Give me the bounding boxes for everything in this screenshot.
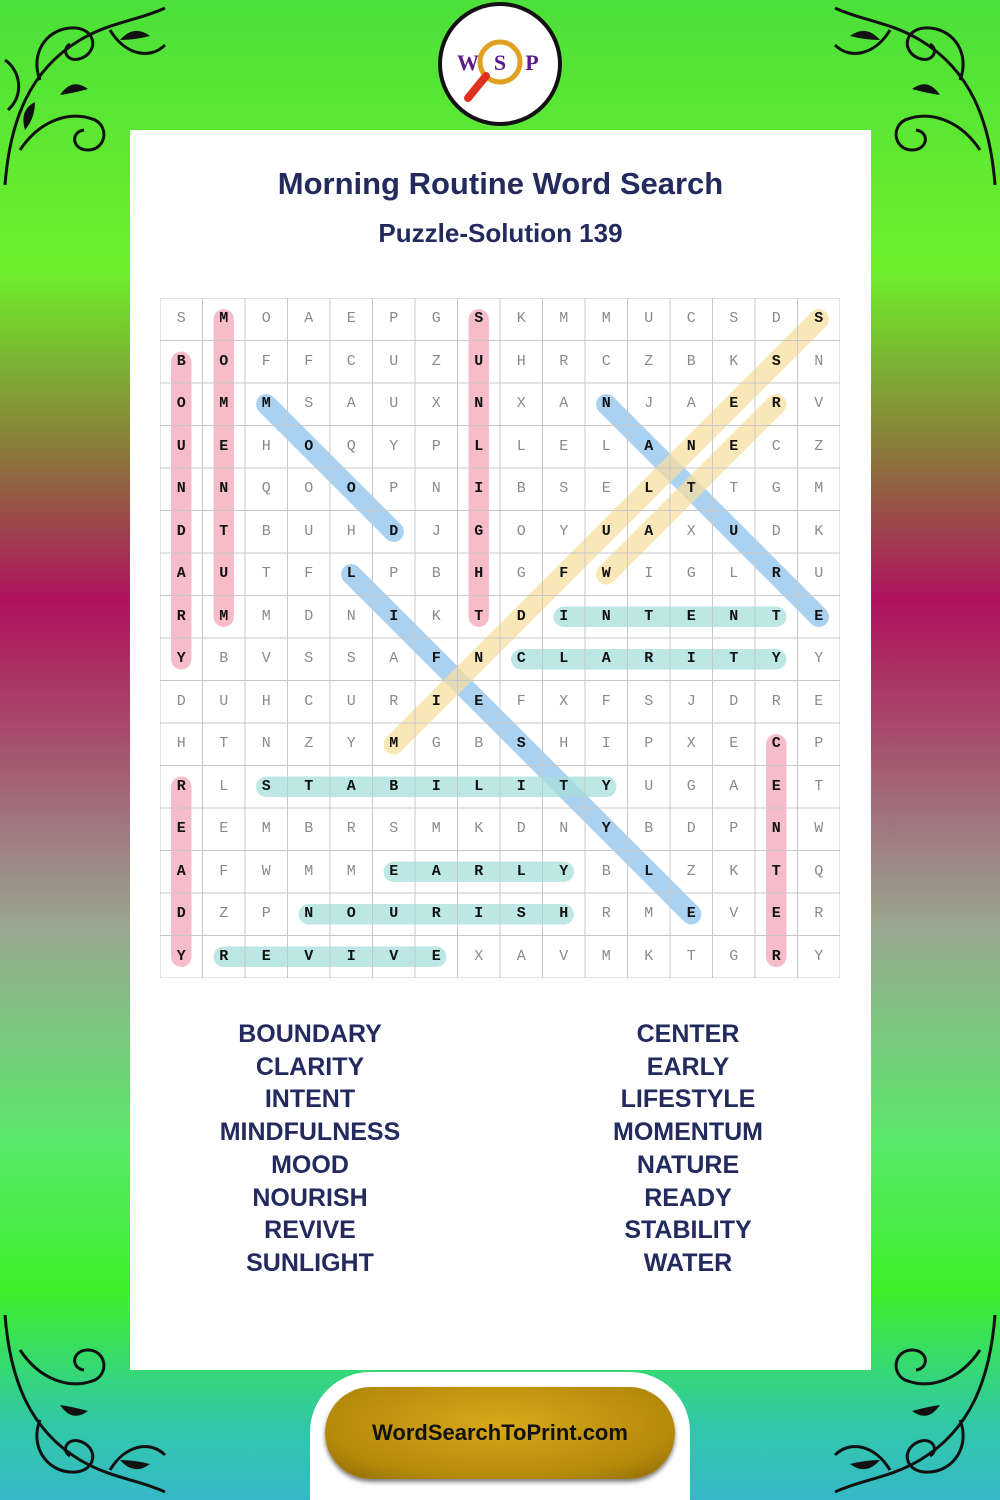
word-list-right: [503, 1018, 873, 1280]
grid-cell[interactable]: F: [219, 862, 229, 880]
grid-cell[interactable]: R: [176, 777, 186, 795]
word-list-item: EARLY: [646, 1052, 730, 1081]
grid-cell[interactable]: C: [771, 437, 781, 455]
grid-cell[interactable]: A: [729, 777, 739, 795]
grid-cell[interactable]: N: [771, 820, 781, 837]
grid-cell[interactable]: S: [389, 820, 399, 837]
grid-cell[interactable]: E: [346, 310, 356, 327]
grid-cell[interactable]: L: [516, 862, 526, 880]
grid-cell[interactable]: T: [729, 480, 739, 497]
grid-cell[interactable]: O: [304, 437, 314, 455]
grid-cell[interactable]: H: [261, 437, 271, 455]
grid-cell[interactable]: E: [686, 607, 696, 625]
grid-cell[interactable]: M: [261, 607, 271, 625]
grid-cell[interactable]: E: [771, 777, 781, 795]
grid-cell[interactable]: J: [686, 692, 696, 710]
grid-cell[interactable]: I: [346, 947, 356, 965]
grid-cell[interactable]: E: [686, 905, 696, 922]
grid-cell[interactable]: N: [601, 607, 611, 625]
grid-cell[interactable]: H: [559, 735, 569, 752]
grid-cell[interactable]: U: [389, 905, 399, 922]
grid-cell[interactable]: K: [814, 522, 824, 540]
grid-cell[interactable]: C: [516, 650, 526, 667]
grid-cell[interactable]: N: [346, 607, 356, 625]
grid-cell[interactable]: A: [431, 862, 441, 880]
grid-cell[interactable]: V: [261, 650, 271, 667]
grid-cell[interactable]: S: [729, 310, 739, 327]
grid-cell[interactable]: N: [431, 480, 441, 497]
grid-cell[interactable]: G: [686, 565, 696, 582]
grid-cell[interactable]: M: [644, 905, 654, 922]
grid-cell[interactable]: U: [644, 310, 654, 327]
grid-cell[interactable]: Z: [686, 862, 696, 880]
grid-cell[interactable]: I: [474, 905, 484, 922]
grid-cell[interactable]: F: [516, 692, 526, 710]
grid-cell[interactable]: G: [474, 522, 484, 540]
word-list-item: MOMENTUM: [613, 1118, 763, 1147]
grid-cell[interactable]: E: [474, 692, 484, 710]
grid-cell[interactable]: D: [686, 820, 696, 837]
word-list-item: NATURE: [636, 1150, 740, 1179]
grid-cell[interactable]: O: [176, 395, 186, 412]
grid-cell[interactable]: T: [771, 862, 781, 880]
grid-cell[interactable]: L: [559, 650, 569, 667]
grid-cell[interactable]: M: [559, 310, 569, 327]
grid-cell[interactable]: P: [389, 480, 399, 497]
grid-cell[interactable]: D: [729, 692, 739, 710]
grid-cell[interactable]: D: [771, 522, 781, 540]
word-search-grid: [160, 298, 840, 978]
grid-cell[interactable]: U: [729, 522, 739, 540]
grid-cell[interactable]: D: [176, 522, 186, 540]
grid-cell[interactable]: E: [601, 480, 611, 497]
grid-cell[interactable]: M: [261, 820, 271, 837]
grid-cell[interactable]: L: [474, 777, 484, 795]
grid-cell[interactable]: N: [559, 820, 569, 837]
magnifier-icon: [442, 6, 558, 122]
grid-cell[interactable]: N: [474, 650, 484, 667]
grid-cell[interactable]: Y: [771, 650, 781, 667]
grid-cell[interactable]: U: [346, 692, 356, 710]
grid-cell[interactable]: V: [389, 947, 399, 965]
grid-cell[interactable]: Y: [176, 947, 186, 965]
grid-cell[interactable]: T: [559, 777, 569, 795]
grid-cell[interactable]: P: [389, 565, 399, 582]
grid-cell[interactable]: B: [304, 820, 314, 837]
grid-cell[interactable]: M: [389, 735, 399, 752]
grid-cell[interactable]: H: [559, 905, 569, 922]
grid-cell[interactable]: R: [601, 905, 611, 922]
word-list-item: STABILITY: [624, 1216, 752, 1245]
grid-cell[interactable]: I: [516, 777, 526, 795]
grid-cell[interactable]: R: [389, 692, 399, 710]
grid-cell[interactable]: O: [304, 480, 314, 497]
grid-cell[interactable]: I: [431, 692, 441, 710]
grid-cell[interactable]: U: [644, 777, 654, 795]
grid-cell[interactable]: B: [601, 862, 611, 880]
grid-cell[interactable]: K: [729, 862, 739, 880]
grid-cell[interactable]: H: [176, 735, 186, 752]
grid-cell[interactable]: W: [261, 862, 271, 880]
word-list-item: NOURISH: [252, 1183, 368, 1212]
grid-cell[interactable]: M: [346, 862, 356, 880]
grid-cell[interactable]: S: [176, 310, 186, 327]
puzzle-card: [130, 130, 871, 1370]
grid-cell[interactable]: K: [644, 947, 654, 965]
grid-cell[interactable]: D: [516, 607, 526, 625]
grid-cell[interactable]: D: [516, 820, 526, 837]
grid-cell[interactable]: W: [814, 820, 824, 837]
grid-cell[interactable]: R: [771, 565, 781, 582]
grid-cell[interactable]: G: [516, 565, 526, 582]
grid-cell[interactable]: M: [601, 947, 611, 965]
grid-cell[interactable]: T: [729, 650, 739, 667]
grid-cell[interactable]: Y: [559, 862, 569, 880]
grid-cell[interactable]: Z: [814, 437, 824, 455]
grid-cell[interactable]: N: [474, 395, 484, 412]
word-list-item: WATER: [643, 1248, 733, 1277]
word-list-item: CENTER: [636, 1020, 740, 1048]
grid-cell[interactable]: A: [686, 395, 696, 412]
grid-cell[interactable]: I: [389, 607, 399, 625]
word-list-left: [125, 1018, 495, 1280]
grid-cell[interactable]: S: [304, 650, 314, 667]
grid-cell[interactable]: M: [431, 820, 441, 837]
grid-cell[interactable]: R: [346, 820, 356, 837]
grid-cell[interactable]: Z: [644, 352, 654, 370]
grid-cell[interactable]: N: [601, 395, 611, 412]
grid-cell[interactable]: B: [686, 352, 696, 370]
grid-cell[interactable]: N: [814, 352, 824, 370]
grid-cell[interactable]: X: [686, 735, 696, 752]
grid-cell[interactable]: A: [389, 650, 399, 667]
word-list-item: BOUNDARY: [238, 1020, 382, 1048]
word-list-item: READY: [644, 1183, 732, 1212]
grid-cell[interactable]: S: [346, 650, 356, 667]
grid-cell[interactable]: M: [601, 310, 611, 327]
grid-cell[interactable]: U: [389, 352, 399, 370]
grid-cell[interactable]: G: [729, 947, 739, 965]
grid-cell[interactable]: S: [516, 735, 526, 752]
grid-cell[interactable]: H: [346, 522, 356, 540]
grid-cell[interactable]: Z: [431, 352, 441, 370]
grid-cell[interactable]: A: [304, 310, 314, 327]
grid-cell[interactable]: J: [431, 522, 441, 540]
grid-cell[interactable]: Y: [346, 735, 356, 752]
grid-cell[interactable]: E: [176, 820, 186, 837]
grid-cell[interactable]: M: [814, 480, 824, 497]
grid-cell[interactable]: I: [601, 735, 611, 752]
grid-cell[interactable]: R: [644, 650, 654, 667]
grid-cell[interactable]: R: [814, 905, 824, 922]
grid-cell[interactable]: B: [219, 650, 229, 667]
grid-cell[interactable]: Y: [601, 777, 611, 795]
grid-cell[interactable]: F: [304, 352, 314, 370]
grid-cell[interactable]: J: [644, 395, 654, 412]
grid-cell[interactable]: B: [644, 820, 654, 837]
word-list-item: SUNLIGHT: [246, 1248, 374, 1277]
grid-cell[interactable]: E: [219, 437, 229, 455]
grid-cell[interactable]: R: [771, 395, 781, 412]
logo-letter-p: P: [525, 50, 539, 75]
grid-cell[interactable]: F: [431, 650, 441, 667]
grid-cell[interactable]: I: [686, 650, 696, 667]
logo-letter-w: W: [457, 50, 479, 75]
grid-cell[interactable]: O: [261, 310, 271, 327]
grid-cell[interactable]: L: [474, 437, 484, 455]
grid-cell[interactable]: V: [729, 905, 739, 922]
grid-cell[interactable]: P: [261, 905, 271, 922]
logo-letter-s: S: [493, 50, 507, 75]
grid-cell[interactable]: B: [431, 565, 441, 582]
grid-cell[interactable]: C: [304, 692, 314, 710]
grid-cell[interactable]: N: [261, 735, 271, 752]
grid-cell[interactable]: G: [431, 310, 441, 327]
grid-cell[interactable]: E: [729, 735, 739, 752]
grid-cell[interactable]: H: [474, 565, 484, 582]
grid-cell[interactable]: R: [176, 607, 186, 625]
grid-cell[interactable]: F: [601, 692, 611, 710]
grid-cell[interactable]: R: [559, 352, 569, 370]
grid-cell[interactable]: T: [686, 480, 696, 497]
grid-cell[interactable]: S: [644, 692, 654, 710]
word-list-item: REVIVE: [264, 1216, 356, 1245]
grid-cell[interactable]: M: [219, 310, 229, 327]
grid-cell[interactable]: D: [176, 692, 186, 710]
grid-cell[interactable]: F: [261, 352, 271, 370]
grid-cell[interactable]: L: [601, 437, 611, 455]
page-title: Morning Routine Word Search: [277, 166, 724, 201]
grid-cell[interactable]: N: [304, 905, 314, 922]
grid-cell[interactable]: G: [686, 777, 696, 795]
grid-cell[interactable]: E: [814, 692, 824, 710]
grid-cell[interactable]: I: [474, 480, 484, 497]
grid-cell[interactable]: T: [219, 735, 229, 752]
grid-cell[interactable]: D: [304, 607, 314, 625]
grid-cell[interactable]: U: [219, 692, 229, 710]
grid-cell[interactable]: P: [814, 735, 824, 752]
grid-cell[interactable]: S: [771, 352, 781, 370]
grid-cell[interactable]: E: [261, 947, 271, 965]
grid-cell[interactable]: S: [814, 310, 824, 327]
grid-cell[interactable]: U: [601, 522, 611, 540]
grid-cell[interactable]: M: [304, 862, 314, 880]
grid-cell[interactable]: Q: [346, 437, 356, 455]
grid-cell[interactable]: A: [601, 650, 611, 667]
grid-cell[interactable]: G: [771, 480, 781, 497]
grid-cell[interactable]: B: [474, 735, 484, 752]
grid-cell[interactable]: T: [644, 607, 654, 625]
grid-cell[interactable]: L: [516, 437, 526, 455]
grid-cell[interactable]: B: [389, 777, 399, 795]
grid-cell[interactable]: T: [474, 607, 484, 625]
grid-cell[interactable]: A: [176, 862, 186, 880]
grid-cell[interactable]: N: [219, 480, 229, 497]
grid-cell[interactable]: Q: [261, 480, 271, 497]
grid-cell[interactable]: P: [729, 820, 739, 837]
grid-cell[interactable]: N: [686, 437, 696, 455]
grid-cell[interactable]: Q: [814, 862, 824, 880]
word-list-item: CLARITY: [255, 1052, 365, 1081]
grid-cell[interactable]: T: [686, 947, 696, 965]
website-link-button[interactable]: WordSearchToPrint.com: [325, 1387, 675, 1479]
grid-cell[interactable]: W: [601, 565, 611, 582]
grid-cell[interactable]: T: [771, 607, 781, 625]
grid-cell[interactable]: K: [474, 820, 484, 837]
grid-cell[interactable]: I: [559, 607, 569, 625]
grid-cell[interactable]: S: [474, 310, 484, 327]
grid-cell[interactable]: P: [644, 735, 654, 752]
grid-cell[interactable]: O: [346, 905, 356, 922]
grid-cell[interactable]: U: [176, 437, 186, 455]
grid-cell[interactable]: R: [431, 905, 441, 922]
grid-cell[interactable]: E: [219, 820, 229, 837]
grid-cell[interactable]: S: [304, 395, 314, 412]
grid-cell[interactable]: H: [516, 352, 526, 370]
grid-cell[interactable]: P: [389, 310, 399, 327]
grid-cell[interactable]: B: [176, 352, 186, 370]
grid-cell[interactable]: V: [304, 947, 314, 965]
grid-cell[interactable]: A: [644, 522, 654, 540]
grid-cell[interactable]: F: [304, 565, 314, 582]
grid-cell[interactable]: R: [771, 947, 781, 965]
grid-cell[interactable]: P: [431, 437, 441, 455]
grid-cell[interactable]: R: [474, 862, 484, 880]
grid-cell[interactable]: O: [346, 480, 356, 497]
grid-cell[interactable]: X: [686, 522, 696, 540]
grid-cell[interactable]: B: [261, 522, 271, 540]
word-list-item: INTENT: [264, 1085, 356, 1114]
grid-cell[interactable]: E: [559, 437, 569, 455]
grid-cell[interactable]: O: [516, 522, 526, 540]
grid-cell[interactable]: K: [729, 352, 739, 370]
grid-cell[interactable]: A: [644, 437, 654, 455]
grid-cell[interactable]: A: [559, 395, 569, 412]
grid-cell[interactable]: D: [771, 310, 781, 327]
word-list-item: LIFESTYLE: [620, 1085, 756, 1114]
grid-cell[interactable]: C: [346, 352, 356, 370]
grid-cell[interactable]: I: [644, 565, 654, 582]
grid-cell[interactable]: A: [346, 395, 356, 412]
grid-cell[interactable]: Y: [601, 820, 611, 837]
grid-cell[interactable]: E: [389, 862, 399, 880]
grid-cell[interactable]: S: [261, 777, 271, 795]
grid-cell[interactable]: Z: [219, 905, 229, 922]
grid-cell[interactable]: S: [516, 905, 526, 922]
grid-cell[interactable]: U: [304, 522, 314, 540]
grid-cell[interactable]: N: [176, 480, 186, 497]
grid-cell[interactable]: E: [771, 905, 781, 922]
grid-cell[interactable]: C: [601, 352, 611, 370]
grid-cell[interactable]: X: [516, 395, 526, 412]
grid-cell[interactable]: T: [261, 565, 271, 582]
grid-cell[interactable]: D: [389, 522, 399, 540]
grid-cell[interactable]: A: [516, 947, 526, 965]
grid-cell[interactable]: E: [431, 947, 441, 965]
grid-cell[interactable]: E: [814, 607, 824, 625]
grid-cell[interactable]: Z: [304, 735, 314, 752]
word-list-item: MINDFULNESS: [219, 1118, 401, 1147]
grid-cell[interactable]: Y: [176, 650, 186, 667]
grid-cell[interactable]: K: [516, 310, 526, 327]
grid-cell[interactable]: L: [346, 565, 356, 582]
grid-cell[interactable]: U: [474, 352, 484, 370]
grid-cell[interactable]: U: [219, 565, 229, 582]
grid-cell[interactable]: T: [814, 777, 824, 795]
grid-cell[interactable]: U: [389, 395, 399, 412]
grid-cell[interactable]: R: [771, 692, 781, 710]
grid-cell[interactable]: L: [644, 480, 654, 497]
grid-cell[interactable]: K: [431, 607, 441, 625]
site-logo[interactable]: [438, 2, 562, 126]
grid-cell[interactable]: M: [219, 607, 229, 625]
grid-cell[interactable]: Y: [389, 437, 399, 455]
grid-cell[interactable]: L: [219, 777, 229, 795]
grid-cell[interactable]: I: [431, 777, 441, 795]
grid-cell[interactable]: M: [219, 395, 229, 412]
grid-cell[interactable]: M: [261, 395, 271, 412]
grid-cell[interactable]: Y: [814, 947, 824, 965]
grid-cell[interactable]: V: [559, 947, 569, 965]
grid-cell[interactable]: X: [474, 947, 484, 965]
grid-cell[interactable]: T: [304, 777, 314, 795]
grid-cell[interactable]: A: [346, 777, 356, 795]
grid-cell[interactable]: S: [559, 480, 569, 497]
grid-cell[interactable]: A: [176, 565, 186, 582]
grid-cell[interactable]: U: [814, 565, 824, 582]
page-subtitle: Puzzle-Solution 139: [378, 218, 623, 248]
grid-cell[interactable]: E: [729, 437, 739, 455]
grid-cell[interactable]: E: [729, 395, 739, 412]
grid-cell[interactable]: L: [729, 565, 739, 582]
grid-cell[interactable]: R: [219, 947, 229, 965]
grid-cell[interactable]: V: [814, 395, 824, 412]
word-list-item: MOOD: [271, 1150, 349, 1179]
grid-cell[interactable]: L: [644, 862, 654, 880]
grid-cell[interactable]: H: [261, 692, 271, 710]
grid-cell[interactable]: C: [771, 735, 781, 752]
grid-cell[interactable]: D: [176, 905, 186, 922]
grid-cell[interactable]: Y: [559, 522, 569, 540]
grid-cell[interactable]: O: [219, 352, 229, 370]
grid-cell[interactable]: N: [729, 607, 739, 625]
grid-cell[interactable]: C: [686, 310, 696, 327]
grid-cell[interactable]: T: [219, 522, 229, 540]
grid-cell[interactable]: X: [559, 692, 569, 710]
grid-cell[interactable]: Y: [814, 650, 824, 667]
grid-cell[interactable]: B: [516, 480, 526, 497]
grid-cell[interactable]: G: [431, 735, 441, 752]
grid-cell[interactable]: F: [559, 565, 569, 582]
grid-cell[interactable]: X: [431, 395, 441, 412]
